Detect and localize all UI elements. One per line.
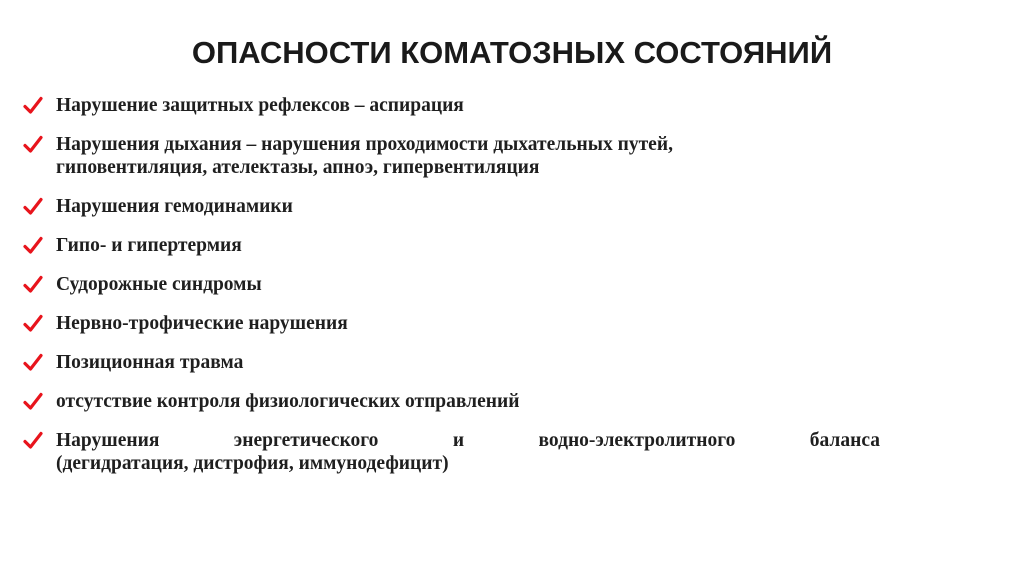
list-item xyxy=(20,429,880,475)
list-item xyxy=(20,133,880,179)
check-mark-icon xyxy=(22,134,44,156)
slide-title: ОПАСНОСТИ КОМАТОЗНЫХ СОСТОЯНИЙ xyxy=(191,35,833,70)
check-mark-icon xyxy=(22,235,44,257)
list-item xyxy=(20,273,880,296)
list-item-text: отсутствие контроля физиологических отправлений xyxy=(56,391,520,412)
list-item-text: Гипо- и гипертермия xyxy=(56,235,242,256)
check-mark-icon xyxy=(22,196,44,218)
list-item-text-continued: гиповентиляция, ателектазы, апноэ, гипервентиляция xyxy=(56,157,540,178)
list-item-text: Нарушения гемодинамики xyxy=(56,196,293,217)
list-item-text: Судорожные синдромы xyxy=(56,274,262,295)
list-item xyxy=(20,390,880,413)
list-item xyxy=(20,351,880,374)
list-item xyxy=(20,312,880,335)
list-item-text: Нарушение защитных рефлексов – аспирация xyxy=(56,95,464,116)
list-item-text: Позиционная травма xyxy=(56,352,244,373)
list-item xyxy=(20,94,880,117)
list-item xyxy=(20,195,880,218)
check-mark-icon xyxy=(22,95,44,117)
check-mark-icon xyxy=(22,352,44,374)
list-item-text-continued: (дегидратация, дистрофия, иммунодефицит) xyxy=(56,453,449,474)
hazard-list xyxy=(20,94,880,491)
list-item-text: Нарушения дыхания – нарушения проходимости дыхательных путей, xyxy=(56,134,673,155)
list-item xyxy=(20,234,880,257)
check-mark-icon xyxy=(22,391,44,413)
list-item-text: Нарушения энергетического и водно-электролитного баланса xyxy=(56,430,880,451)
list-item-text: Нервно-трофические нарушения xyxy=(56,313,348,334)
check-mark-icon xyxy=(22,274,44,296)
check-mark-icon xyxy=(22,430,44,452)
check-mark-icon xyxy=(22,313,44,335)
